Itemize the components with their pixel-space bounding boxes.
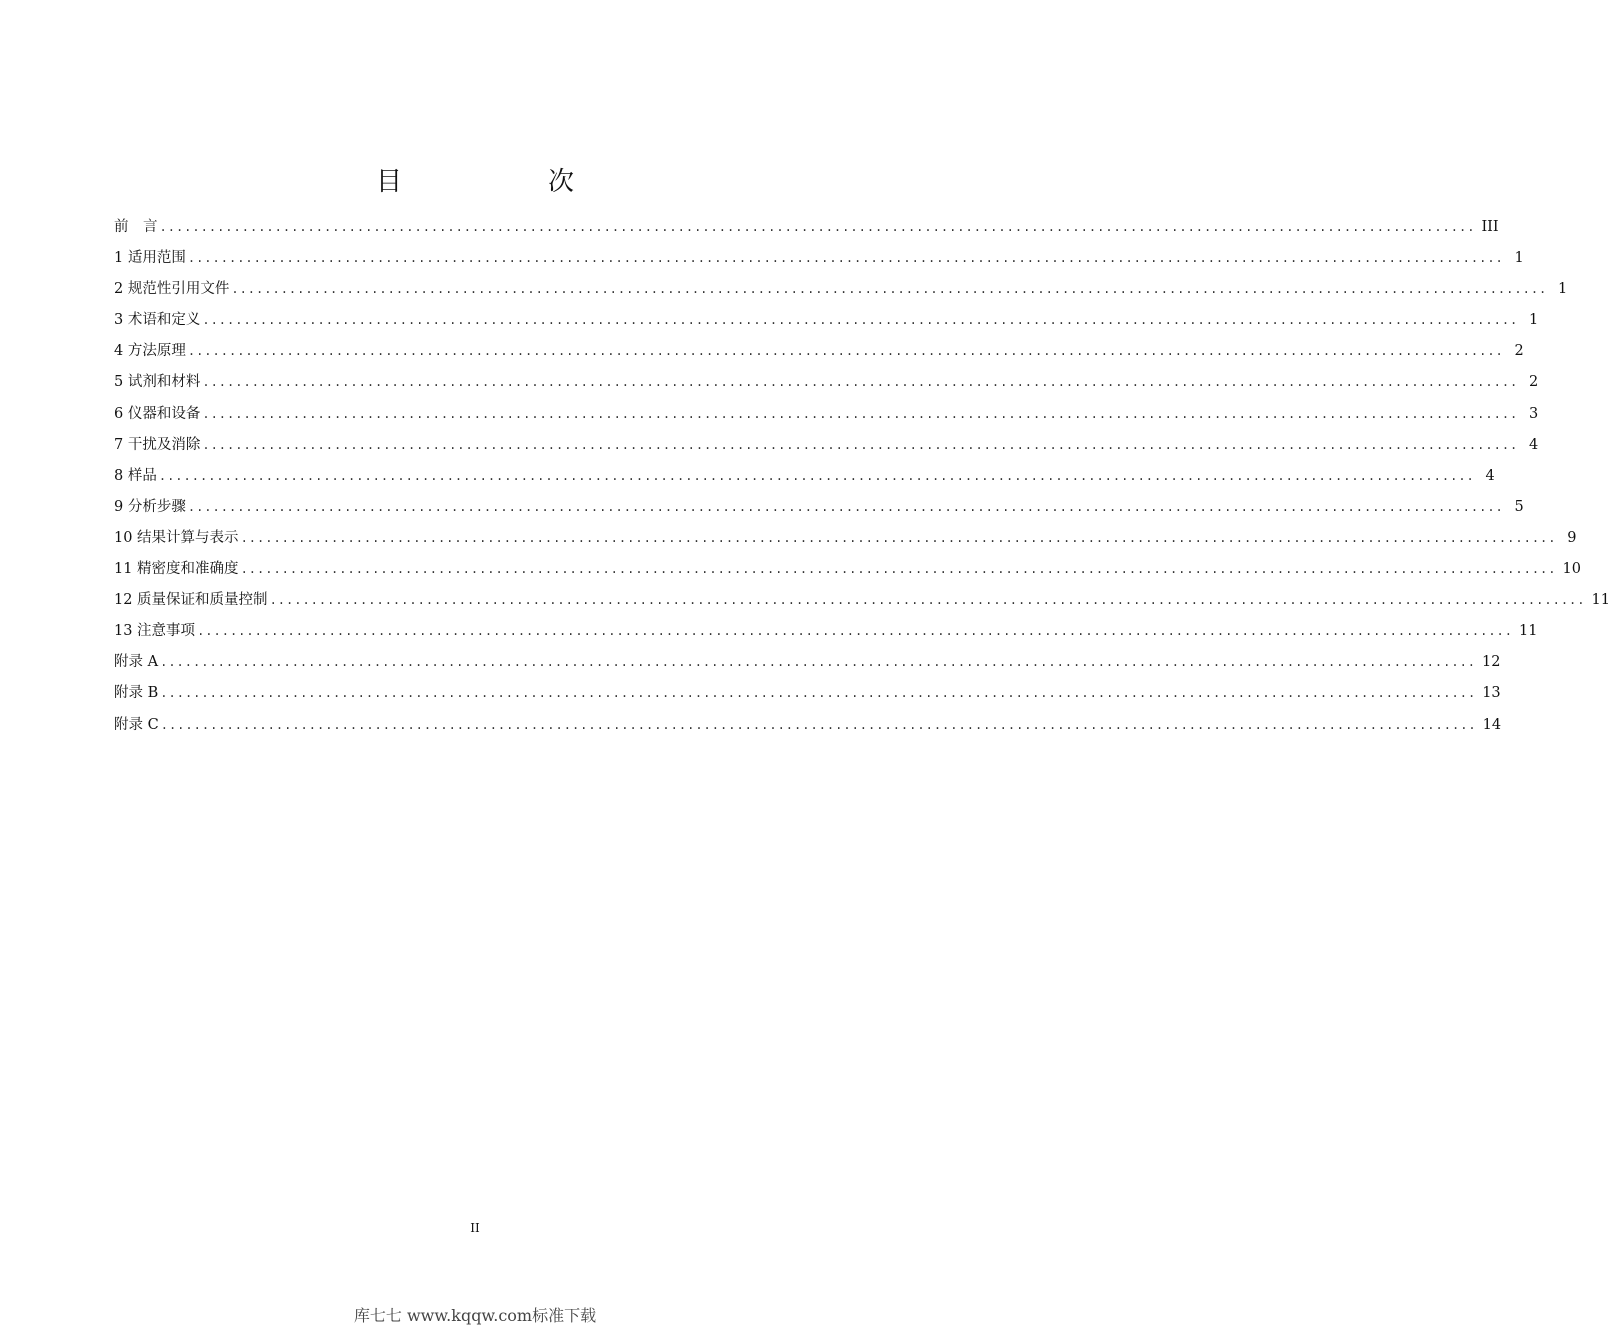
toc-entry-label: 8 样品 <box>114 467 157 484</box>
toc-entry-page: 5 <box>1514 498 1524 515</box>
toc-leader-dots: ................................................................................................................................................................ <box>187 499 1504 514</box>
toc-entry[interactable] <box>114 492 1524 523</box>
toc-entry[interactable] <box>114 554 1581 585</box>
toc-entry[interactable] <box>114 710 1502 741</box>
toc-leader-dots: ................................................................................................................................................................ <box>197 624 1513 639</box>
toc-entry-label: 3 术语和定义 <box>114 312 201 329</box>
toc-entry-page: 4 <box>1485 467 1495 484</box>
toc-entry-label: 10 结果计算与表示 <box>114 529 239 546</box>
toc-entry-label: 7 干扰及消除 <box>114 436 201 453</box>
toc-entry-page: 2 <box>1529 374 1539 391</box>
toc-entry-label: 1 适用范围 <box>114 250 186 267</box>
toc-entry-page: 1 <box>1558 281 1568 298</box>
toc-leader-dots: ................................................................................................................................................................ <box>187 344 1504 359</box>
page-title: 目 次 <box>375 167 634 197</box>
toc-entry-page: 13 <box>1482 685 1501 702</box>
toc-leader-dots: ................................................................................................................................................................ <box>240 530 1557 545</box>
toc-leader-dots: ................................................................................................................................................................ <box>187 251 1504 266</box>
toc-entry[interactable] <box>114 305 1539 336</box>
toc-entry[interactable] <box>114 399 1539 430</box>
toc-entry-label: 前 言 <box>114 219 158 235</box>
toc-leader-dots: ................................................................................................................................................................ <box>160 655 1477 670</box>
toc-leader-dots: ................................................................................................................................................................ <box>202 313 1519 328</box>
table-of-contents <box>114 212 1610 741</box>
toc-leader-dots: ................................................................................................................................................................ <box>202 437 1519 452</box>
toc-entry[interactable] <box>114 336 1524 367</box>
toc-entry[interactable] <box>114 616 1538 647</box>
toc-entry-page: 10 <box>1562 561 1581 578</box>
toc-leader-dots: ................................................................................................................................................................ <box>231 282 1548 297</box>
toc-entry-label: 12 质量保证和质量控制 <box>114 592 268 609</box>
toc-entry-page: 1 <box>1529 312 1539 329</box>
toc-entry[interactable] <box>114 367 1539 398</box>
toc-entry-label: 4 方法原理 <box>114 343 186 360</box>
toc-leader-dots: ................................................................................................................................................................ <box>160 717 1477 732</box>
toc-entry-page: 12 <box>1482 654 1501 671</box>
page-number: II <box>470 1221 480 1235</box>
toc-leader-dots: ................................................................................................................................................................ <box>158 468 1475 483</box>
toc-entry-label: 附录 B <box>114 685 159 702</box>
toc-entry-label: 6 仪器和设备 <box>114 405 201 422</box>
toc-entry[interactable] <box>114 523 1577 554</box>
toc-entry-page: 11 <box>1519 623 1538 640</box>
toc-entry-page: 1 <box>1514 250 1524 267</box>
watermark: 库七七 www.kqqw.com标准下载 <box>353 1306 597 1325</box>
toc-entry[interactable] <box>114 678 1501 709</box>
toc-entry-page: 3 <box>1529 405 1539 422</box>
toc-entry[interactable] <box>114 585 1610 616</box>
toc-entry-label: 2 规范性引用文件 <box>114 281 230 298</box>
toc-leader-dots: ................................................................................................................................................................ <box>159 220 1476 234</box>
toc-leader-dots: ................................................................................................................................................................ <box>160 686 1477 701</box>
toc-entry-label: 9 分析步骤 <box>114 498 186 515</box>
toc-entry-page: 2 <box>1514 343 1524 360</box>
toc-entry-label: 5 试剂和材料 <box>114 374 201 391</box>
toc-entry-label: 11 精密度和准确度 <box>114 561 239 578</box>
toc-entry[interactable] <box>114 243 1524 274</box>
toc-entry-page: III <box>1481 219 1499 235</box>
toc-entry-page: 9 <box>1567 529 1577 546</box>
toc-leader-dots: ................................................................................................................................................................ <box>202 406 1519 421</box>
toc-entry[interactable] <box>114 461 1495 492</box>
toc-entry[interactable] <box>114 274 1568 305</box>
toc-leader-dots: ................................................................................................................................................................ <box>202 375 1519 390</box>
toc-entry[interactable] <box>114 647 1501 678</box>
toc-leader-dots: ................................................................................................................................................................ <box>269 593 1586 608</box>
toc-entry-label: 13 注意事项 <box>114 623 196 640</box>
toc-entry[interactable] <box>114 212 1499 243</box>
toc-entry-label: 附录 A <box>114 654 159 671</box>
toc-entry[interactable] <box>114 430 1539 461</box>
toc-leader-dots: ................................................................................................................................................................ <box>240 562 1557 577</box>
toc-entry-label: 附录 C <box>114 716 159 733</box>
toc-entry-page: 11 <box>1591 592 1610 609</box>
toc-entry-page: 4 <box>1529 436 1539 453</box>
toc-entry-page: 14 <box>1482 716 1502 733</box>
